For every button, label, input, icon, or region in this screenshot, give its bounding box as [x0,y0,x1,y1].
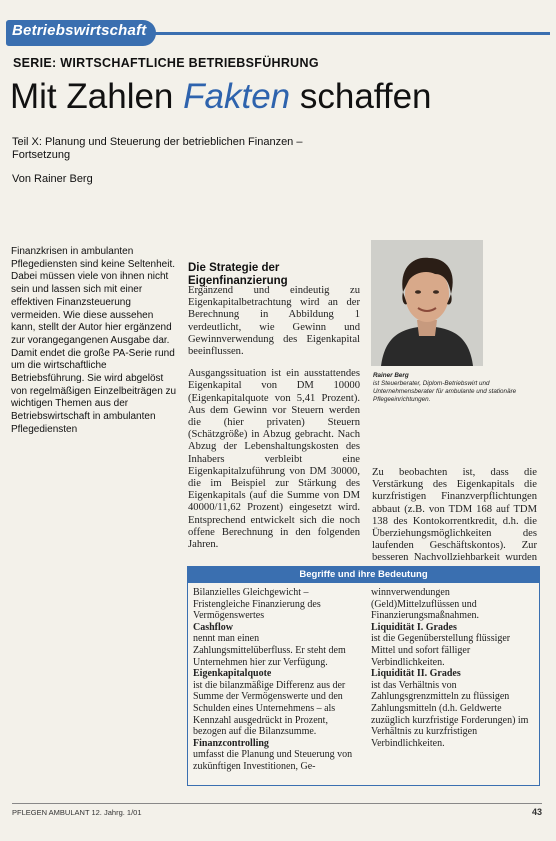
author-byline: Von Rainer Berg [12,173,93,185]
series-title: WIRTSCHAFTLICHE BETRIEBSFÜHRUNG [60,56,319,70]
glossary-term: Finanzcontrolling [193,737,269,749]
glossary-term: Liquidität I. Grades [371,621,457,633]
headline-emphasis: Fakten [183,77,291,116]
glossary-box [187,566,540,786]
article-column-1 [188,285,360,561]
glossary-text: winnverwendungen (Geld)Mittelzuflüssen und Finanzierungsmaßnahmen. [371,587,480,622]
glossary-entry [371,668,535,749]
glossary-text: ist die Gegenüberstellung flüssiger Mittel und sofort fälliger Verbindlichkeiten. [371,633,511,668]
page-number: 43 [531,807,542,817]
section-header-rule [150,32,550,35]
glossary-entry [193,668,361,738]
headline [10,74,432,120]
glossary-text: ist das Verhältnis von Zahlungsgrenzmitteln zu flüssigen Zahlungsmitteln (d.h. Geldwerte zuzüglich kurzfristige Forderungen) im Verhältnis zu kurzfristigen Verbindlichkeiten. [371,679,529,749]
page-footer [12,808,542,817]
author-photo [371,240,483,366]
glossary-term: Eigenkapitalquote [193,668,272,680]
footer-rule [12,803,542,804]
glossary-text: umfasst die Planung und Steuerung von zukünftigen Investitionen, Ge- [193,749,353,772]
glossary-text: ist die bilanzmäßige Differenz aus der Summe der Vermögenswerte und den Schulden eines Unternehmens – als Kennzahl ausgedrückt in Prozent, bezogen auf die Bilanzsumme. [193,679,346,738]
headline-part1: Mit Zahlen [10,77,184,116]
glossary-text: Bilanzielles Gleichgewicht – Fristengleiche Finanzierung des Vermögenswertes [193,587,321,622]
photo-caption [373,372,533,404]
glossary-text: nennt man einen Zahlungsmittelüberfluss. Er steht dem Unternehmen hier zur Verfügung. [193,633,346,668]
intro-teaser: Finanzkrisen in ambulanten Pflegediensten sind keine Seltenheit. Dabei müssen viele von ihnen nicht sein und lassen sich mit einer effektiven Finanzsteuerung vermeiden. Wie diese aussehen kann, stellt der Autor hier ergänzend zur vorangegangenen Ausgabe dar. Damit endet die große PA-Serie rund um die wirtschaftliche Betriebsführung. Sie wird abgelöst von regelmäßigen Einzelbeiträgen zu wichtigen Themen aus der Betriebswirtschaft in ambulanten Pflegediensten [11,246,177,435]
glossary-entry [371,587,535,622]
series-label: SERIE: [13,56,57,70]
caption-name: Rainer Berg [373,372,409,379]
glossary-entry [193,738,361,773]
glossary-entry [193,587,361,622]
article-section-heading: Die Strategie der Eigenfinanzierung [188,262,288,287]
glossary-term: Cashflow [193,621,234,633]
headline-part2: schaffen [290,77,432,116]
subtitle: Teil X: Planung und Steuerung der betrieblichen Finanzen – Fortsetzung [12,136,303,161]
footer-source: PFLEGEN AMBULANT 12. Jahrg. 1/01 [12,808,142,817]
article-paragraph-2: Ausgangssituation ist ein ausstattendes Eigenkapital von DM 10000 (Eigenkapitalquote von 5,41 Prozent). Aus dem Gewinn vor Steuern werden die (hier privaten) Steuern (Schätzgröße) in Abzug gebracht. Nach Abzug der Lebenshaltungskosten des Inhabers verbleibt eine Eigenkapitalzuführung von DM 30000, die im Beispiel zur Stärkung des Eigenkapitals (auf die Summe von DM 40000/11,62 Prozent) eingesetzt wird. Entsprechend entwickelt sich die noch offene Berechnung in den folgenden Jahren. [188,368,360,551]
glossary-entry [193,622,361,668]
caption-text: ist Steuerberater, Diplom-Betriebswirt und Unternehmensberater für ambulante und stationäre Pflegeeinrichtungen. [373,380,517,403]
glossary-column-left [193,587,361,773]
article-paragraph-1: Ergänzend und eindeutig zu Eigenkapitalbetrachtung wird an der Berechnung in Abbildung 1 verdeutlicht, wie Gewinn und Gewinnverwendung des Eigenkapital beeinflussen. [188,285,360,358]
section-header-bar [0,18,556,50]
section-title: Betriebswirtschaft [12,22,147,39]
article-paragraph-3: Zu beobachten ist, dass die Verstärkung des Eigenkapitals die kurzfristigen Finanzverpflichtungen abbaut (z.B. von TDM 168 auf TDM 138 des Kontokorrentkredit, d.h. die Überziehungsmöglichkeiten des laufenden Geschäftskontos). Zur besseren Nachvollziehbarkeit wurden [372,467,537,564]
glossary-entry [371,622,535,668]
glossary-term: Liquidität II. Grades [371,668,461,680]
glossary-heading: Begriffe und ihre Bedeutung [188,567,539,583]
glossary-column-right [371,587,535,749]
series-line [13,56,319,70]
